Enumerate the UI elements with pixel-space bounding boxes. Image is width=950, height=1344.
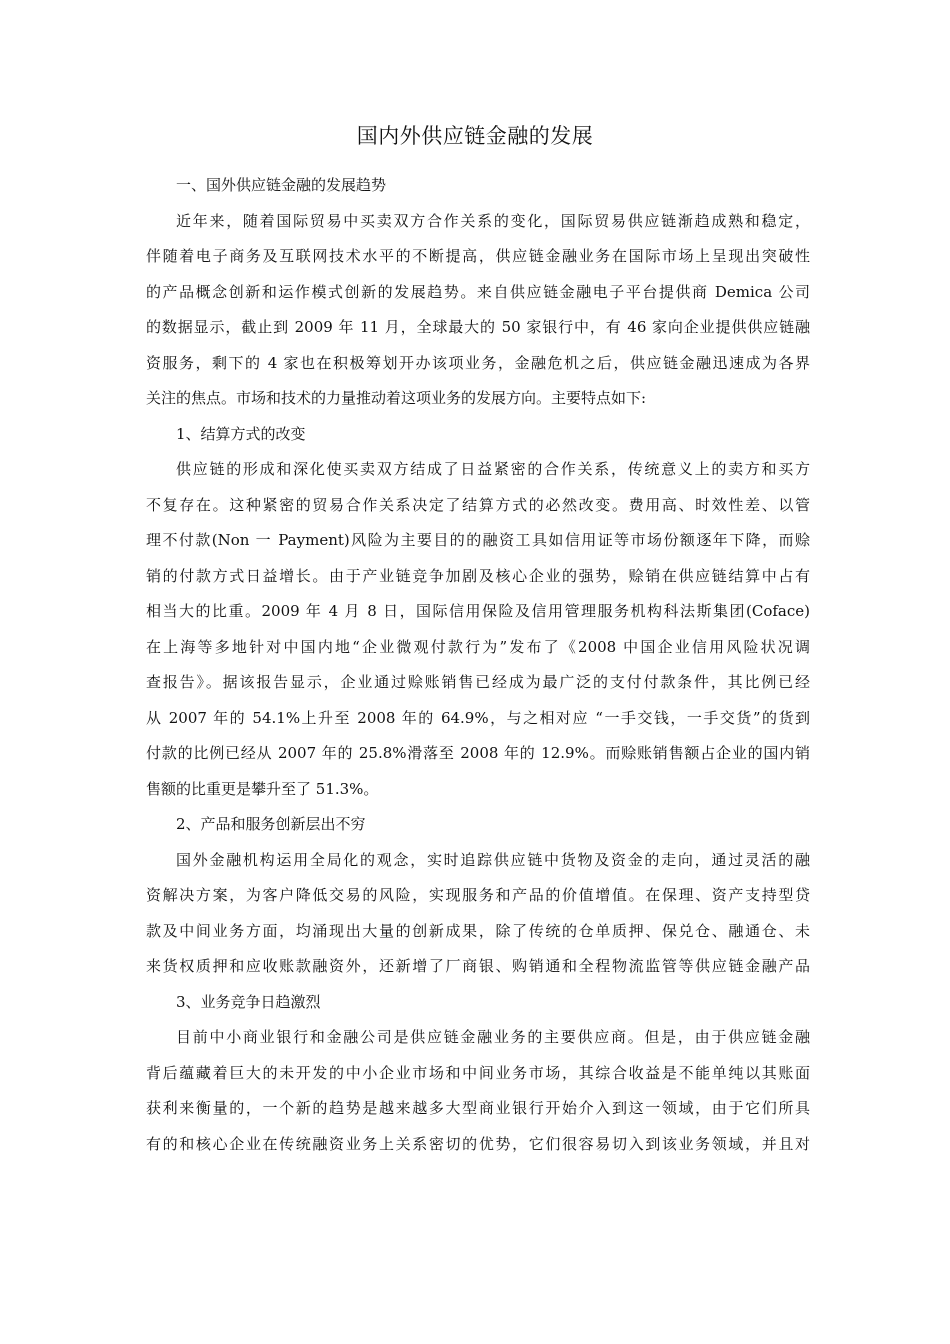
paragraph-line: 背后蕴藏着巨大的未开发的中小企业市场和中间业务市场，其综合收益是不能单纯以其账面	[146, 1063, 810, 1082]
paragraph-line: 资服务，剩下的 4 家也在积极筹划开办该项业务，金融危机之后，供应链金融迅速成为各界	[146, 353, 810, 372]
paragraph-line: 不复存在。这种紧密的贸易合作关系决定了结算方式的必然改变。费用高、时效性差、以管	[146, 495, 810, 514]
paragraph-line: 近年来，随着国际贸易中买卖双方合作关系的变化，国际贸易供应链渐趋成熟和稳定，	[176, 211, 810, 230]
document-title: 国内外供应链金融的发展	[356, 124, 594, 148]
paragraph-line: 售额的比重更是攀升至了 51.3%。	[146, 779, 379, 798]
subheading: 1、结算方式的改变	[176, 424, 306, 443]
section-heading: 一、国外供应链金融的发展趋势	[176, 176, 387, 194]
subheading: 3、业务竞争日趋激烈	[176, 992, 321, 1011]
paragraph-line: 资解决方案，为客户降低交易的风险，实现服务和产品的价值增值。在保理、资产支持型贷	[146, 886, 810, 904]
paragraph-line: 关注的焦点。市场和技术的力量推动着这项业务的发展方向。主要特点如下:	[146, 389, 647, 407]
document-body	[146, 168, 810, 1162]
paragraph-line: 供应链的形成和深化使买卖双方结成了日益紧密的合作关系，传统意义上的卖方和买方	[176, 460, 810, 478]
paragraph-line: 目前中小商业银行和金融公司是供应链金融业务的主要供应商。但是，由于供应链金融	[176, 1028, 810, 1046]
paragraph-line: 国外金融机构运用全局化的观念，实时追踪供应链中货物及资金的走向，通过灵活的融	[176, 850, 810, 869]
paragraph-line: 查报告》。据该报告显示，企业通过赊账销售已经成为最广泛的支付付款条件，其比例已经	[146, 673, 810, 691]
paragraph-line: 付款的比例已经从 2007 年的 25.8%滑落至 2008 年的 12.9%。而赊账销售额占企业的国内销	[146, 744, 810, 762]
subheading: 2、产品和服务创新层出不穷	[176, 815, 366, 833]
paragraph-line: 从 2007 年的 54.1%上升至 2008 年的 64.9%，与之相对应 “一手交钱，一手交货”的货到	[146, 708, 810, 727]
paragraph-line: 理不付款(Non 一 Payment)风险为主要目的的融资工具如信用证等市场份额逐年下降，而赊	[146, 531, 810, 549]
paragraph-line: 伴随着电子商务及互联网技术水平的不断提高，供应链金融业务在国际市场上呈现出突破性	[146, 247, 810, 265]
paragraph-line: 款及中间业务方面，均涌现出大量的创新成果，除了传统的仓单质押、保兑仓、融通仓、未	[146, 921, 810, 940]
paragraph-line: 的数据显示，截止到 2009 年 11 月，全球最大的 50 家银行中，有 46 家向企业提供供应链融	[146, 318, 810, 336]
paragraph-line: 相当大的比重。2009 年 4 月 8 日，国际信用保险及信用管理服务机构科法斯集团(Coface)	[146, 602, 810, 620]
paragraph-line: 有的和核心企业在传统融资业务上关系密切的优势，它们很容易切入到该业务领域，并且对	[146, 1134, 810, 1153]
paragraph-line: 来货权质押和应收账款融资外，还新增了厂商银、购销通和全程物流监管等供应链金融产品	[146, 957, 810, 975]
paragraph-line: 销的付款方式日益增长。由于产业链竞争加剧及核心企业的强势，赊销在供应链结算中占有	[146, 566, 810, 585]
paragraph-line: 获利来衡量的，一个新的趋势是越来越多大型商业银行开始介入到这一领域，由于它们所具	[146, 1099, 810, 1117]
paragraph-line: 在上海等多地针对中国内地“企业微观付款行为”发布了《2008 中国企业信用风险状况调	[146, 637, 810, 656]
paragraph-line: 的产品概念创新和运作模式创新的发展趋势。来自供应链金融电子平台提供商 Demica 公司	[146, 282, 810, 301]
